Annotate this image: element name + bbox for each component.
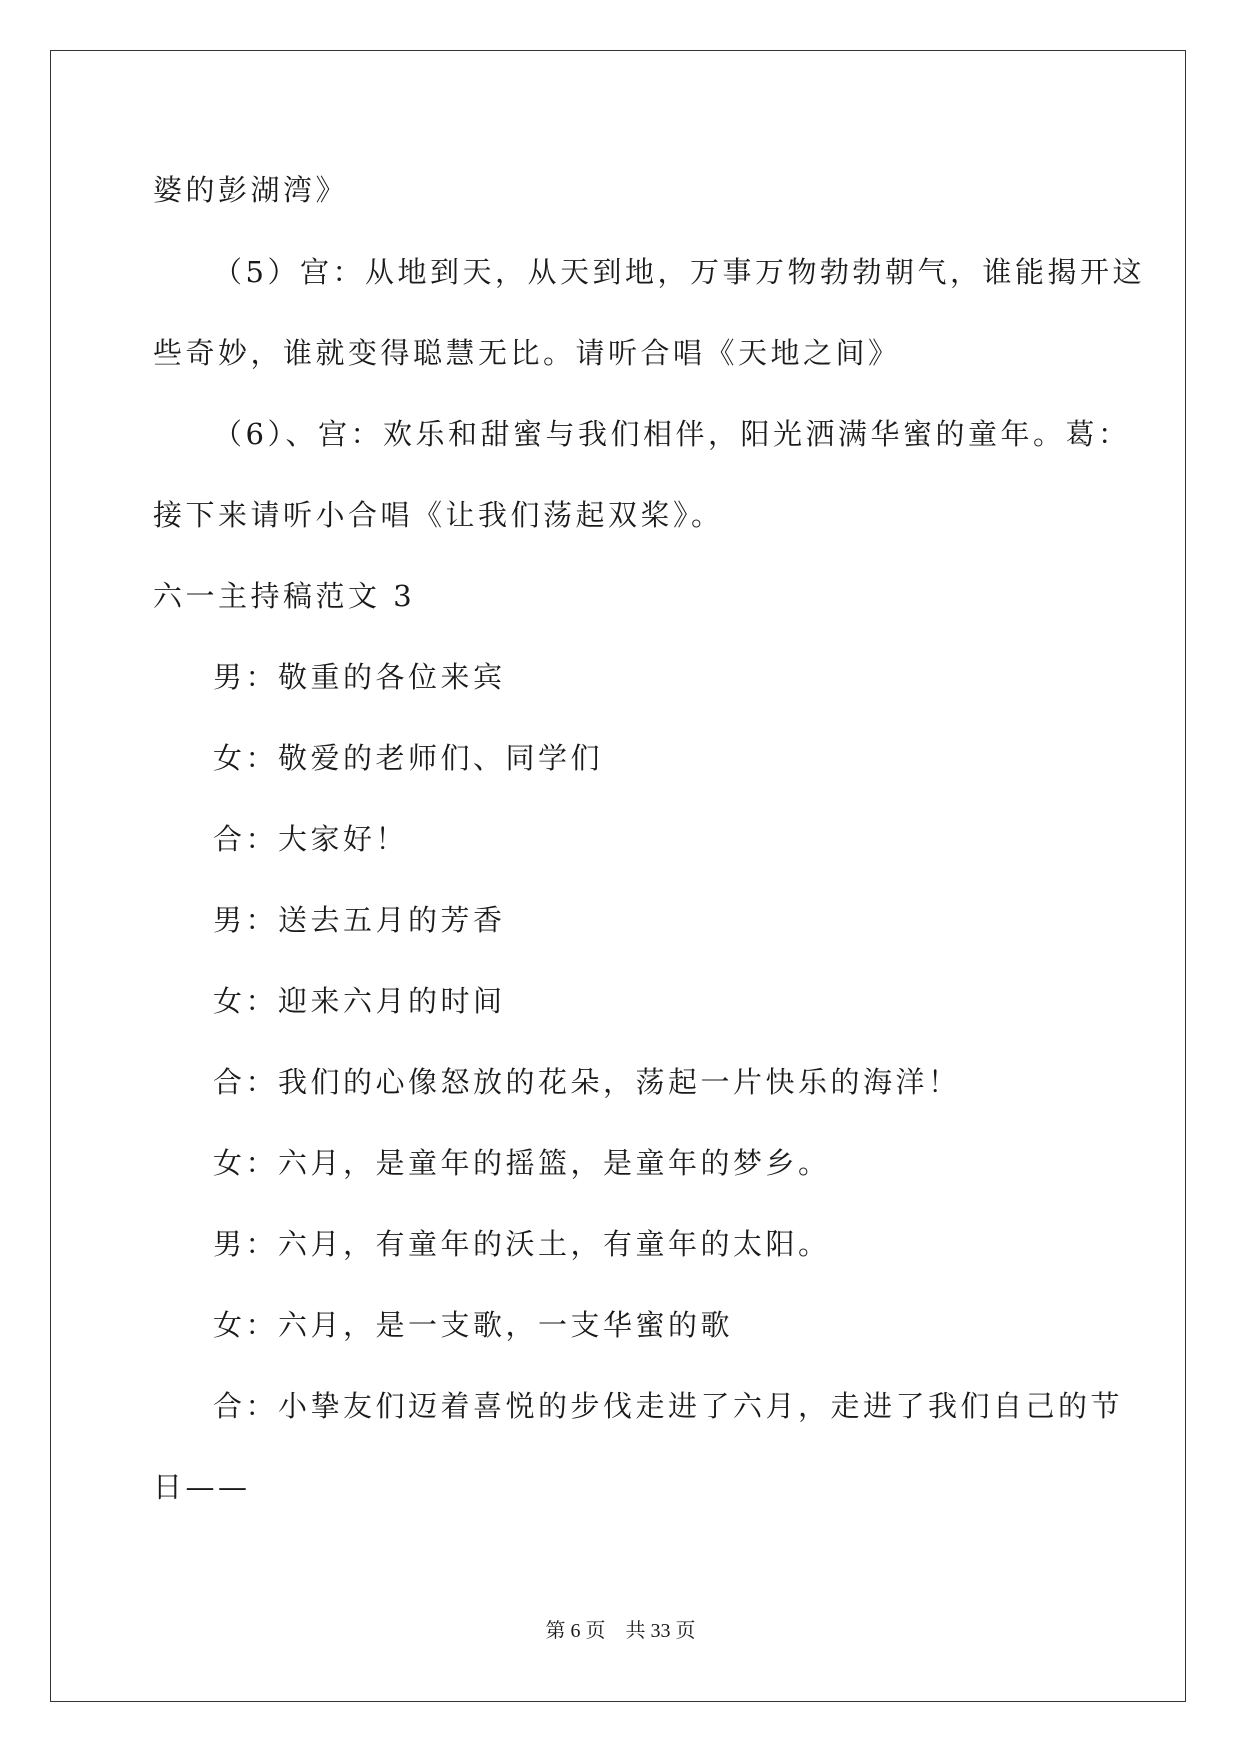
text-line: 合：大家好！ — [213, 822, 409, 856]
text-line: （6）、宫：欢乐和甜蜜与我们相伴，阳光洒满华蜜的童年。葛： — [213, 417, 1131, 451]
text-line: 男：敬重的各位来宾 — [213, 660, 506, 694]
text-line: 男：送去五月的芳香 — [213, 903, 506, 937]
text-line: 合：小挚友们迈着喜悦的步伐走进了六月，走进了我们自己的节 — [213, 1389, 1124, 1423]
text-line: 女：迎来六月的时间 — [213, 984, 506, 1018]
text-line: 接下来请听小合唱《让我们荡起双桨》。 — [153, 498, 724, 532]
text-line: 女：六月，是童年的摇篮，是童年的梦乡。 — [213, 1146, 831, 1180]
text-line: 些奇妙，谁就变得聪慧无比。请听合唱《天地之间》 — [153, 336, 901, 370]
section-heading: 六一主持稿范文 3 — [153, 579, 416, 613]
text-line: 女：六月，是一支歌，一支华蜜的歌 — [213, 1308, 734, 1342]
text-line: 男：六月，有童年的沃土，有童年的太阳。 — [213, 1227, 831, 1261]
text-line: （5）宫：从地到天，从天到地，万事万物勃勃朝气，谁能揭开这 — [213, 255, 1145, 289]
text-line: 女：敬爱的老师们、同学们 — [213, 741, 604, 775]
page-footer: 第 6 页 共 33 页 — [545, 1620, 696, 1642]
page-border — [50, 50, 1186, 1702]
text-line: 日—— — [153, 1470, 251, 1504]
text-line: 合：我们的心像怒放的花朵，荡起一片快乐的海洋！ — [213, 1065, 961, 1099]
text-line: 婆的彭湖湾》 — [153, 173, 349, 207]
